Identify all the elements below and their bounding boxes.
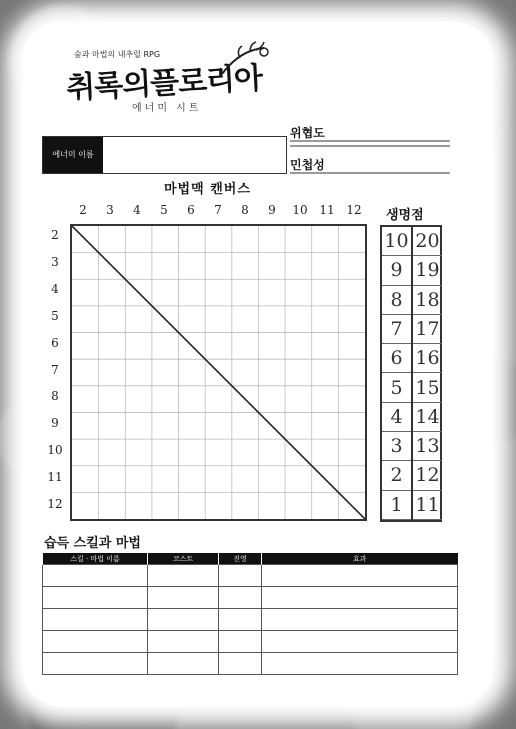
skill-row xyxy=(43,653,458,675)
skill-cell[interactable] xyxy=(219,565,262,587)
canvas-row-label: 2 xyxy=(51,228,59,242)
canvas-row-label: 8 xyxy=(51,389,59,404)
hit-point-box[interactable]: 7 xyxy=(382,315,411,344)
game-subtitle: 숲과 마법의 내추럴 RPG xyxy=(74,50,161,59)
hit-points-title: 생명점 xyxy=(386,208,424,223)
skill-row xyxy=(43,631,458,653)
hit-point-box[interactable]: 16 xyxy=(413,344,442,373)
skills-title: 습득 스킬과 마법 xyxy=(44,536,141,551)
agility-field[interactable] xyxy=(290,172,450,174)
agility-label: 민첩성 xyxy=(290,158,325,172)
hit-point-box[interactable]: 10 xyxy=(382,227,411,256)
vine-ornament-icon xyxy=(220,40,270,76)
skill-cell[interactable] xyxy=(262,609,458,631)
skill-cell[interactable] xyxy=(43,565,148,587)
canvas-column-label: 9 xyxy=(268,203,276,217)
canvas-column-label: 6 xyxy=(187,203,195,217)
skill-cell[interactable] xyxy=(219,587,262,609)
magic-canvas-title: 마법맥 캔버스 xyxy=(164,182,251,197)
sheet-type-label: 에너미 시트 xyxy=(132,103,202,114)
canvas-row-label: 4 xyxy=(51,281,59,296)
canvas-column-label: 12 xyxy=(346,203,362,217)
hit-point-box[interactable]: 20 xyxy=(413,227,442,256)
canvas-row-label: 11 xyxy=(47,470,63,485)
skill-cell[interactable] xyxy=(262,631,458,653)
hit-point-box[interactable]: 5 xyxy=(382,374,411,403)
grid-diagonal xyxy=(72,226,365,519)
canvas-column-label: 10 xyxy=(292,203,308,217)
hit-point-box[interactable]: 12 xyxy=(413,461,442,490)
game-title: 취록의플로리아 xyxy=(65,60,263,107)
hit-point-box[interactable]: 3 xyxy=(382,432,411,461)
hit-point-box[interactable]: 1 xyxy=(382,491,411,520)
skills-header-name: 스킬 · 마법 이름 xyxy=(43,553,148,565)
skill-cell[interactable] xyxy=(219,631,262,653)
canvas-row-label: 9 xyxy=(51,416,59,431)
skill-cell[interactable] xyxy=(148,565,219,587)
skill-cell[interactable] xyxy=(43,631,148,653)
hit-point-box[interactable]: 8 xyxy=(382,286,411,315)
enemy-name-label: 에너미 이름 xyxy=(43,137,103,173)
canvas-row-label: 6 xyxy=(51,335,59,350)
skill-cell[interactable] xyxy=(148,653,219,675)
hit-point-box[interactable]: 18 xyxy=(413,286,442,315)
canvas-column-label: 7 xyxy=(214,203,222,217)
skills-table xyxy=(42,553,458,675)
skill-cell[interactable] xyxy=(148,587,219,609)
threat-label: 위협도 xyxy=(290,126,325,140)
skills-header-cost: 코스트 xyxy=(148,553,219,565)
skill-cell[interactable] xyxy=(43,587,148,609)
canvas-column-label: 5 xyxy=(160,203,168,217)
hit-point-box[interactable]: 13 xyxy=(413,432,442,461)
canvas-column-label: 2 xyxy=(79,203,87,217)
hit-points-tracker[interactable] xyxy=(380,225,442,522)
hit-point-box[interactable]: 14 xyxy=(413,403,442,432)
canvas-row-label: 10 xyxy=(47,443,63,458)
skill-cell[interactable] xyxy=(148,631,219,653)
hit-point-box[interactable]: 17 xyxy=(413,315,442,344)
skill-cell[interactable] xyxy=(262,653,458,675)
skill-cell[interactable] xyxy=(43,609,148,631)
skill-cell[interactable] xyxy=(43,653,148,675)
hit-point-box[interactable]: 11 xyxy=(413,491,442,520)
canvas-column-label: 4 xyxy=(133,203,141,217)
threat-field-line xyxy=(290,145,450,147)
skills-header-effect: 효과 xyxy=(262,553,458,565)
skill-cell[interactable] xyxy=(219,653,262,675)
threat-field[interactable] xyxy=(290,140,450,142)
canvas-column-label: 3 xyxy=(106,203,114,217)
hit-point-box[interactable]: 15 xyxy=(413,374,442,403)
hit-point-box[interactable]: 19 xyxy=(413,256,442,285)
canvas-row-label: 12 xyxy=(47,497,63,511)
magic-canvas-grid[interactable] xyxy=(70,224,367,521)
skill-row xyxy=(43,609,458,631)
skill-cell[interactable] xyxy=(148,609,219,631)
skill-row xyxy=(43,565,458,587)
canvas-row-label: 5 xyxy=(51,308,59,323)
canvas-column-label: 8 xyxy=(241,203,249,217)
hit-point-box[interactable]: 4 xyxy=(382,403,411,432)
hit-point-box[interactable]: 2 xyxy=(382,461,411,490)
skill-cell[interactable] xyxy=(262,565,458,587)
enemy-name-field[interactable] xyxy=(42,136,287,174)
hit-point-box[interactable]: 6 xyxy=(382,344,411,373)
canvas-row-label: 3 xyxy=(51,254,59,269)
skill-row xyxy=(43,587,458,609)
canvas-column-label: 11 xyxy=(319,203,335,217)
skills-header-side: 진영 xyxy=(219,553,262,565)
skill-cell[interactable] xyxy=(219,609,262,631)
skill-cell[interactable] xyxy=(262,587,458,609)
hit-point-box[interactable]: 9 xyxy=(382,256,411,285)
canvas-row-label: 7 xyxy=(51,362,59,377)
